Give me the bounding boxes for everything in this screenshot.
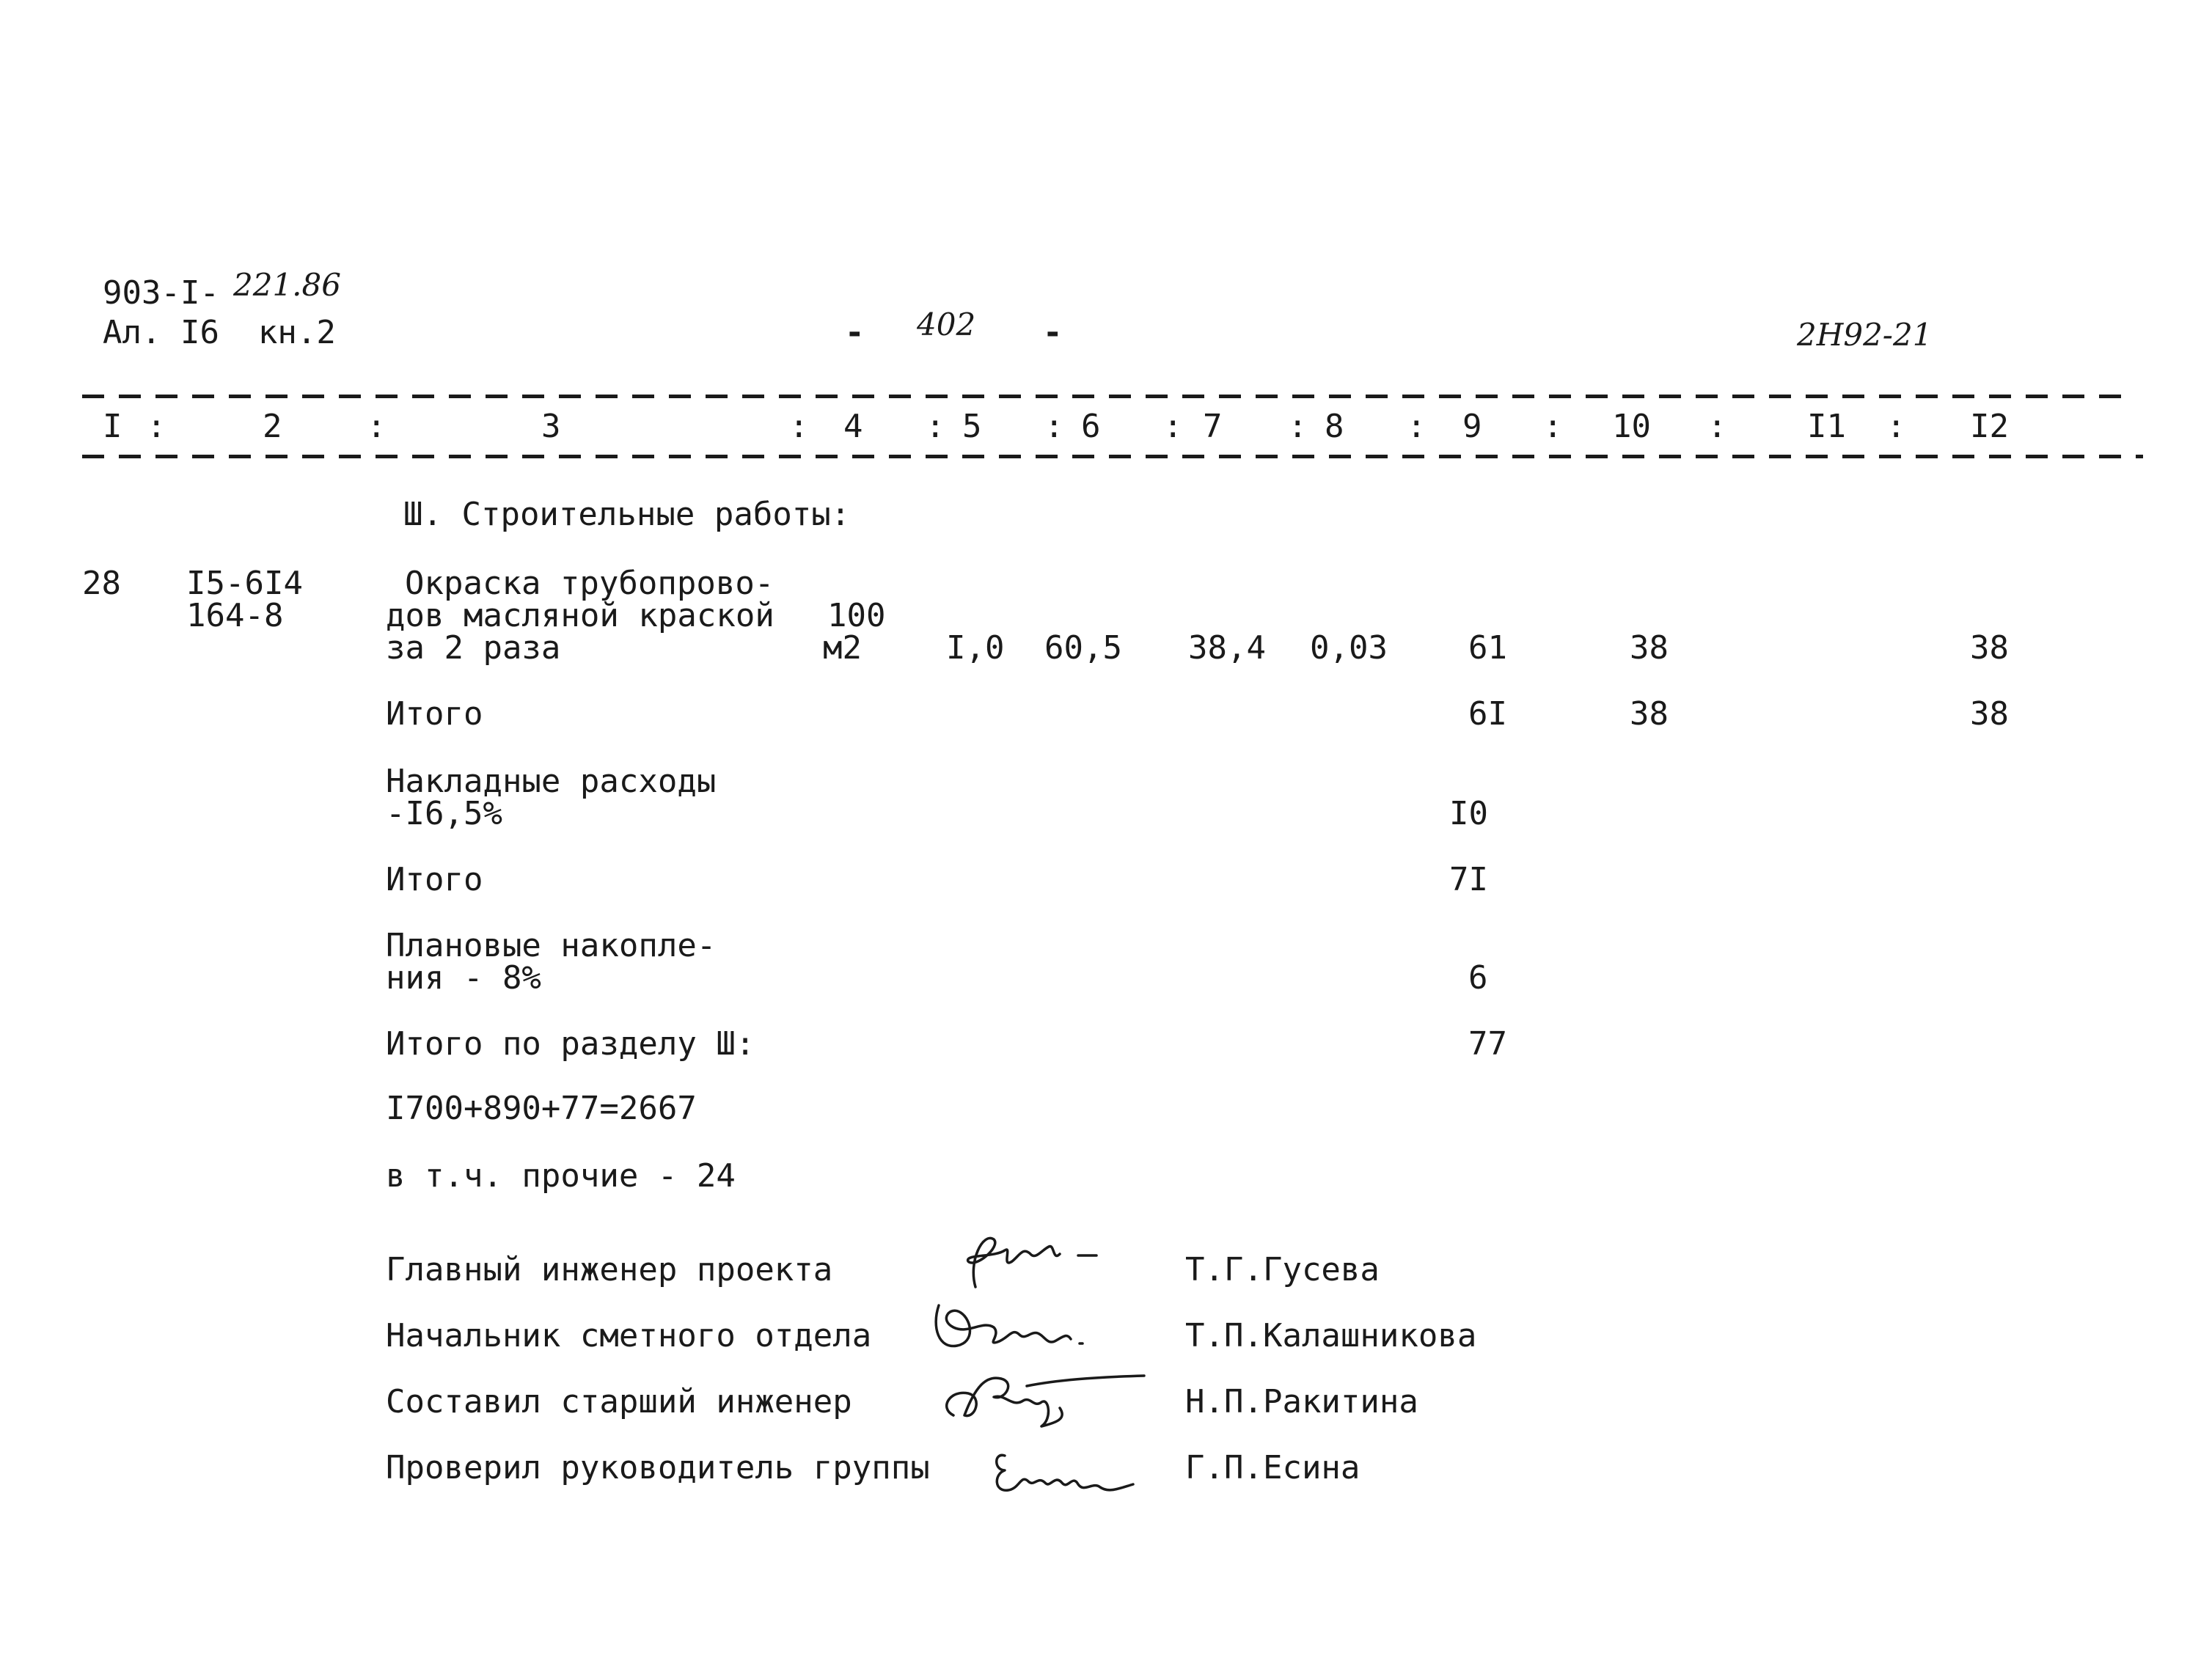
overhead-label-line-2: -I6,5%	[386, 795, 502, 832]
subtotal-label: Итого	[386, 695, 483, 733]
column-number-9: 9	[1462, 408, 1482, 445]
column-number-2: 2	[263, 408, 282, 445]
row-col6: 60,5	[1044, 629, 1122, 667]
doc-code-prefix: 903-I-	[103, 274, 219, 312]
overhead-label-line-1: Накладные расходы	[386, 763, 717, 800]
column-separator: :	[1288, 408, 1308, 445]
signer-role-chief-engineer: Главный инженер проекта	[386, 1251, 833, 1288]
row-code-1: I5-6I4	[186, 565, 303, 602]
signer-role-estimate-head: Начальник сметного отдела	[386, 1317, 872, 1354]
planned-label-line-1: Плановые накопле-	[386, 927, 717, 964]
planned-value: 6	[1468, 959, 1488, 997]
subtotal-col9: 6I	[1468, 695, 1507, 733]
column-number-11: I1	[1807, 408, 1846, 445]
row-code-2: 164-8	[186, 597, 284, 634]
signer-name-estimate-head: Т.П.Калашникова	[1185, 1317, 1477, 1354]
column-number-6: 6	[1081, 408, 1101, 445]
row-number: 28	[82, 565, 121, 602]
column-number-7: 7	[1203, 408, 1223, 445]
column-number-12: I2	[1970, 408, 2009, 445]
other-expenses: в т.ч. прочие - 24	[386, 1157, 736, 1195]
signer-name-chief-engineer: Т.Г.Гусева	[1185, 1251, 1380, 1288]
section-total-value: 77	[1468, 1025, 1507, 1063]
column-separator: :	[1407, 408, 1427, 445]
row-name-line-3: за 2 раза	[386, 629, 561, 667]
column-separator: :	[1707, 408, 1727, 445]
row-col7: 38,4	[1188, 629, 1266, 667]
subtotal-col10: 38	[1630, 695, 1669, 733]
album-line: Ал. I6 кн.2	[103, 314, 336, 351]
row-unit-line-1: 100	[827, 597, 886, 634]
page-number: 402	[917, 307, 976, 342]
column-separator: :	[1163, 408, 1183, 445]
doc-code-handwritten: 221.86	[233, 267, 341, 303]
header-dashed-line-bottom	[82, 455, 2143, 458]
row-name-line-2: дов масляной краской	[386, 597, 774, 634]
total-2-value: 7I	[1449, 861, 1488, 898]
row-col8: 0,03	[1310, 629, 1388, 667]
column-separator: :	[1543, 408, 1563, 445]
grand-total-formula: I700+890+77=2667	[386, 1090, 697, 1127]
column-separator: :	[789, 408, 809, 445]
column-number-4: 4	[843, 408, 863, 445]
section-title: Ш. Строительные работы:	[403, 496, 851, 533]
row-col9: 61	[1468, 629, 1507, 667]
signature-checker	[975, 1430, 1195, 1511]
page-number-dash-left: -	[845, 314, 865, 351]
column-separator: :	[367, 408, 387, 445]
signer-role-checker: Проверил руководитель группы	[386, 1449, 930, 1486]
page-number-dash-right: -	[1043, 314, 1063, 351]
row-quantity: I,0	[946, 629, 1005, 667]
row-col12: 38	[1970, 629, 2009, 667]
overhead-value: I0	[1449, 795, 1488, 832]
column-separator: :	[1044, 408, 1064, 445]
column-separator: :	[1886, 408, 1906, 445]
total-2-label: Итого	[386, 861, 483, 898]
doc-number: 2Н92-21	[1797, 317, 1933, 353]
row-unit-line-2: м2	[823, 629, 862, 667]
section-total-label: Итого по разделу Ш:	[386, 1025, 755, 1063]
header-dashed-line-top	[82, 395, 2121, 398]
column-number-3: 3	[541, 408, 561, 445]
row-name-line-1: Окраска трубопрово-	[405, 565, 774, 602]
signer-name-compiler: Н.П.Ракитина	[1185, 1383, 1418, 1420]
column-number-1: I	[103, 408, 122, 445]
signer-role-compiler: Составил старший инженер	[386, 1383, 852, 1420]
column-number-5: 5	[962, 408, 982, 445]
row-col10: 38	[1630, 629, 1669, 667]
column-separator: :	[147, 408, 166, 445]
column-number-10: 10	[1612, 408, 1651, 445]
column-separator: :	[926, 408, 945, 445]
subtotal-col12: 38	[1970, 695, 2009, 733]
signer-name-checker: Г.П.Есина	[1185, 1449, 1360, 1486]
planned-label-line-2: ния - 8%	[386, 959, 541, 997]
column-number-8: 8	[1325, 408, 1344, 445]
